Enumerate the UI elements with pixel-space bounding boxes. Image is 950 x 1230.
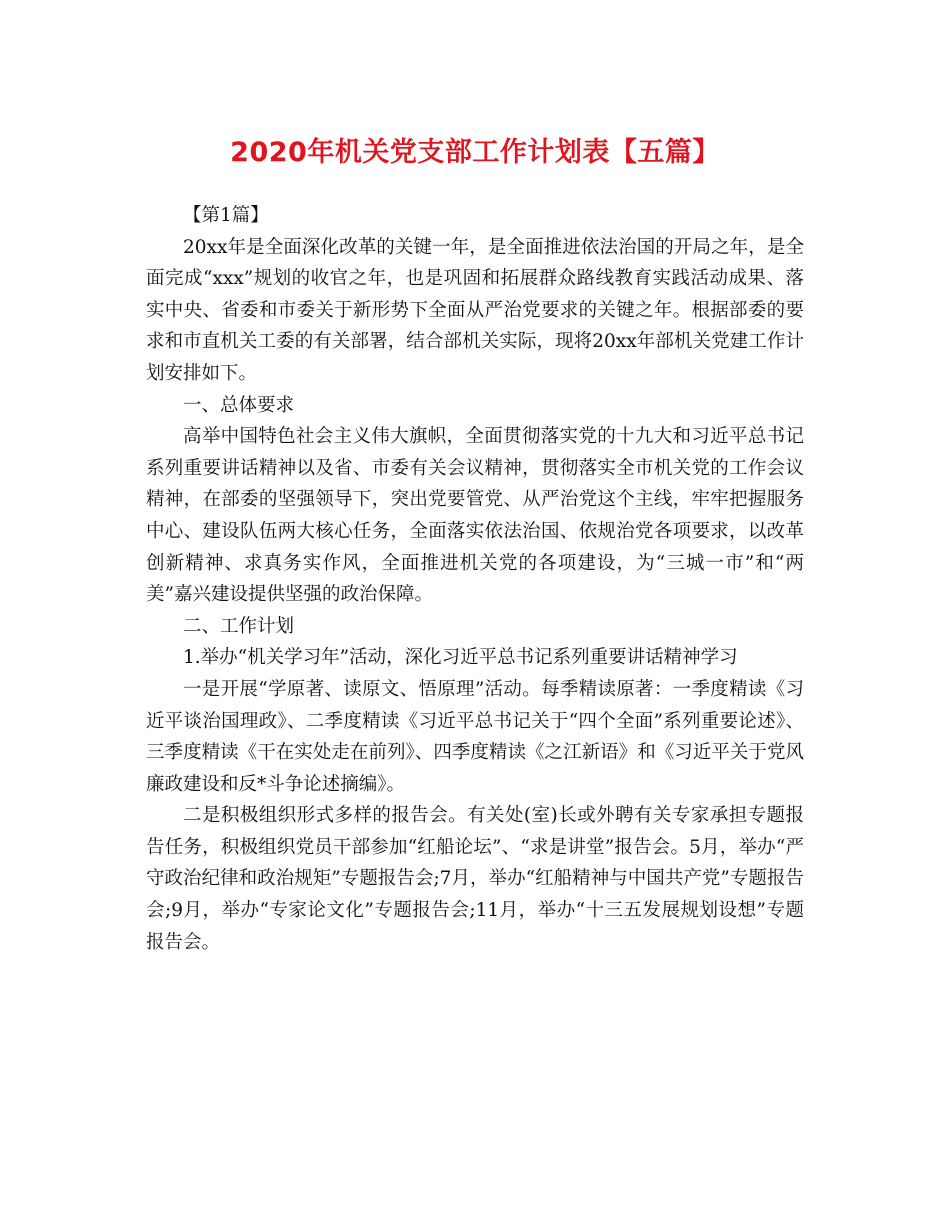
document-title: 2020年机关党支部工作计划表【五篇】 (230, 137, 720, 168)
body-paragraph: 高举中国特色社会主义伟大旗帜，全面贯彻落实党的十九大和习近平总书记系列重要讲话精神以及省、市委有关会议精神，贯彻落实全市机关党的工作会议精神，在部委的坚强领导下，突出党要管党、从严治党这个主线，牢牢把握服务中心、建设队伍两大核心任务，全面落实依法治国、依规治党各项要求，以改革创新精神、求真务实作风，全面推进机关党的各项建设，为“三城一市”和“两美”嘉兴建设提供坚强的政治保障。 (146, 426, 804, 606)
section-heading: 二、工作计划 (183, 615, 295, 637)
body-paragraph: 一是开展“学原著、读原文、悟原理”活动。每季精读原著：一季度精读《习近平谈治国理政》、二季度精读《习近平总书记关于“四个全面”系列重要论述》、三季度精读《干在实处走在前列》、四季度精读《之江新语》和《习近平关于党风廉政建设和反*斗争论述摘编》。 (146, 678, 804, 795)
section-heading: 一、总体要求 (183, 394, 295, 416)
body-paragraph: 二是积极组织形式多样的报告会。有关处(室)长或外聘有关专家承担专题报告任务，积极组织党员干部参加“红船论坛”、“求是讲堂”报告会。5月，举办“严守政治纪律和政治规矩”专题报告会;7月，举办“红船精神与中国共产党”专题报告会;9月，举办“专家论文化”专题报告会;11月，举办“十三五发展规划设想”专题报告会。 (146, 805, 804, 953)
document-body (146, 200, 804, 958)
subsection-heading: 1.举办“机关学习年”活动，深化习近平总书记系列重要讲话精神学习 (183, 647, 738, 669)
section-heading-part-1: 【第1篇】 (183, 205, 269, 226)
body-paragraph: 20xx年是全面深化改革的关键一年，是全面推进依法治国的开局之年，是全面完成“xxx”规划的收官之年，也是巩固和拓展群众路线教育实践活动成果、落实中央、省委和市委关于新形势下全面从严治党要求的关键之年。根据部委的要求和市直机关工委的有关部署，结合部机关实际，现将20xx年部机关党建工作计划安排如下。 (146, 236, 804, 384)
